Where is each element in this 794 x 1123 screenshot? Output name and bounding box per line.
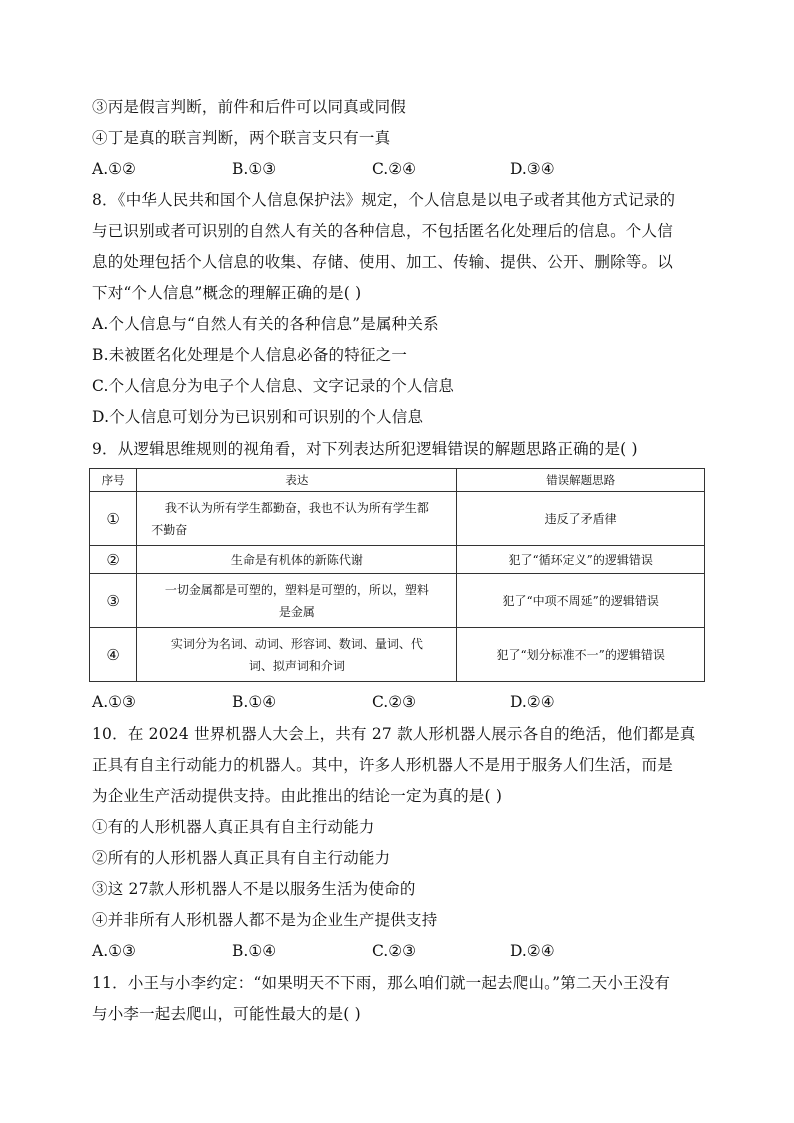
q10-options bbox=[92, 941, 712, 961]
q9-header-expression: 表达 bbox=[137, 469, 457, 492]
q9-option-a: A.①③ bbox=[92, 693, 136, 711]
q9-row-1-expression bbox=[137, 492, 457, 546]
q11-stem-line-1: 11．小王与小李约定：“如果明天不下雨，那么咱们就一起去爬山。”第二天小王没有 bbox=[92, 974, 671, 992]
q7-options bbox=[92, 159, 712, 179]
q9-row-4-number: ④ bbox=[90, 628, 137, 682]
q9-row-4-expression-line-1: 实词分为名词、动词、形容词、数词、量词、代 bbox=[170, 636, 423, 651]
q9-row-1-expression-line-1: 我不认为所有学生都勤奋，我也不认为所有学生都 bbox=[164, 500, 429, 515]
q8-choice-b: B.未被匿名化处理是个人信息必备的特征之一 bbox=[92, 346, 408, 364]
table-row bbox=[90, 574, 705, 628]
q9-row-4-analysis: 犯了“划分标准不一”的逻辑错误 bbox=[457, 628, 705, 682]
q9-option-c: C.②③ bbox=[372, 693, 417, 711]
q8-choice-a: A.个人信息与“自然人有关的各种信息”是属种关系 bbox=[92, 315, 439, 333]
q9-row-2-analysis: 犯了“循环定义”的逻辑错误 bbox=[457, 546, 705, 574]
q9-option-d: D.②④ bbox=[510, 693, 555, 711]
q8-stem-line-1: 8．《中华人民共和国个人信息保护法》规定，个人信息是以电子或者其他方式记录的 bbox=[92, 191, 676, 209]
q7-option-d: D.③④ bbox=[510, 160, 555, 178]
q10-item-1: ①有的人形机器人真正具有自主行动能力 bbox=[92, 818, 375, 836]
q9-row-1-number: ① bbox=[90, 492, 137, 546]
q9-header-number: 序号 bbox=[90, 469, 137, 492]
table-row bbox=[90, 546, 705, 574]
q9-row-3-expression-line-2: 是金属 bbox=[278, 604, 315, 619]
q9-row-3-expression bbox=[137, 574, 457, 628]
q10-option-b: B.①④ bbox=[232, 942, 277, 960]
q10-option-d: D.②④ bbox=[510, 942, 555, 960]
q9-row-4-expression bbox=[137, 628, 457, 682]
q10-stem-line-1: 10．在 2024 世界机器人大会上，共有 27 款人形机器人展示各自的绝活，他们都是真 bbox=[92, 725, 696, 743]
q9-row-3-expression-line-1: 一切金属都是可塑的，塑料是可塑的，所以，塑料 bbox=[164, 582, 429, 597]
q10-stem-line-3: 为企业生产活动提供支持。由此推出的结论一定为真的是( ) bbox=[92, 787, 503, 805]
q10-option-a: A.①③ bbox=[92, 942, 136, 960]
q9-options bbox=[92, 692, 712, 712]
q8-stem-line-2: 与已识别或者可识别的自然人有关的各种信息，不包括匿名化处理后的信息。个人信 bbox=[92, 222, 673, 240]
q7-item-3: ③丙是假言判断，前件和后件可以同真或同假 bbox=[92, 98, 407, 116]
q11-stem-line-2: 与小李一起去爬山，可能性最大的是( ) bbox=[92, 1005, 361, 1023]
q8-choice-c: C.个人信息分为电子个人信息、文字记录的个人信息 bbox=[92, 377, 455, 395]
q9-stem: 9．从逻辑思维规则的视角看，对下列表达所犯逻辑错误的解题思路正确的是( ) bbox=[92, 440, 638, 458]
q8-stem-line-3: 息的处理包括个人信息的收集、存储、使用、加工、传输、提供、公开、删除等。以 bbox=[92, 253, 673, 271]
q7-option-a: A.①② bbox=[92, 160, 136, 178]
q9-header-analysis: 错误解题思路 bbox=[457, 469, 705, 492]
q9-row-3-number: ③ bbox=[90, 574, 137, 628]
q10-item-4: ④并非所有人形机器人都不是为企业生产提供支持 bbox=[92, 911, 438, 929]
q7-option-c: C.②④ bbox=[372, 160, 417, 178]
q9-row-2-number: ② bbox=[90, 546, 137, 574]
q9-row-1-analysis: 违反了矛盾律 bbox=[457, 492, 705, 546]
table-row bbox=[90, 492, 705, 546]
q9-option-b: B.①④ bbox=[232, 693, 277, 711]
q9-row-1-expression-line-2: 不勤奋 bbox=[151, 522, 188, 537]
q9-row-2-expression: 生命是有机体的新陈代谢 bbox=[137, 546, 457, 574]
q8-choice-d: D.个人信息可划分为已识别和可识别的个人信息 bbox=[92, 408, 424, 426]
q9-row-4-expression-line-2: 词、拟声词和介词 bbox=[248, 658, 345, 673]
q9-table bbox=[89, 468, 705, 682]
q7-option-b: B.①③ bbox=[232, 160, 277, 178]
q10-item-2: ②所有的人形机器人真正具有自主行动能力 bbox=[92, 849, 391, 867]
q10-option-c: C.②③ bbox=[372, 942, 417, 960]
q10-stem-line-2: 正具有自主行动能力的机器人。其中，许多人形机器人不是用于服务人们生活，而是 bbox=[92, 756, 673, 774]
table-row bbox=[90, 628, 705, 682]
q7-item-4: ④丁是真的联言判断，两个联言支只有一真 bbox=[92, 129, 391, 147]
q9-table-header-row bbox=[90, 469, 705, 492]
q8-stem-line-4: 下对“个人信息”概念的理解正确的是( ) bbox=[92, 284, 362, 302]
q10-item-3: ③这 27款人形机器人不是以服务生活为使命的 bbox=[92, 880, 416, 898]
q9-row-3-analysis: 犯了“中项不周延”的逻辑错误 bbox=[457, 574, 705, 628]
